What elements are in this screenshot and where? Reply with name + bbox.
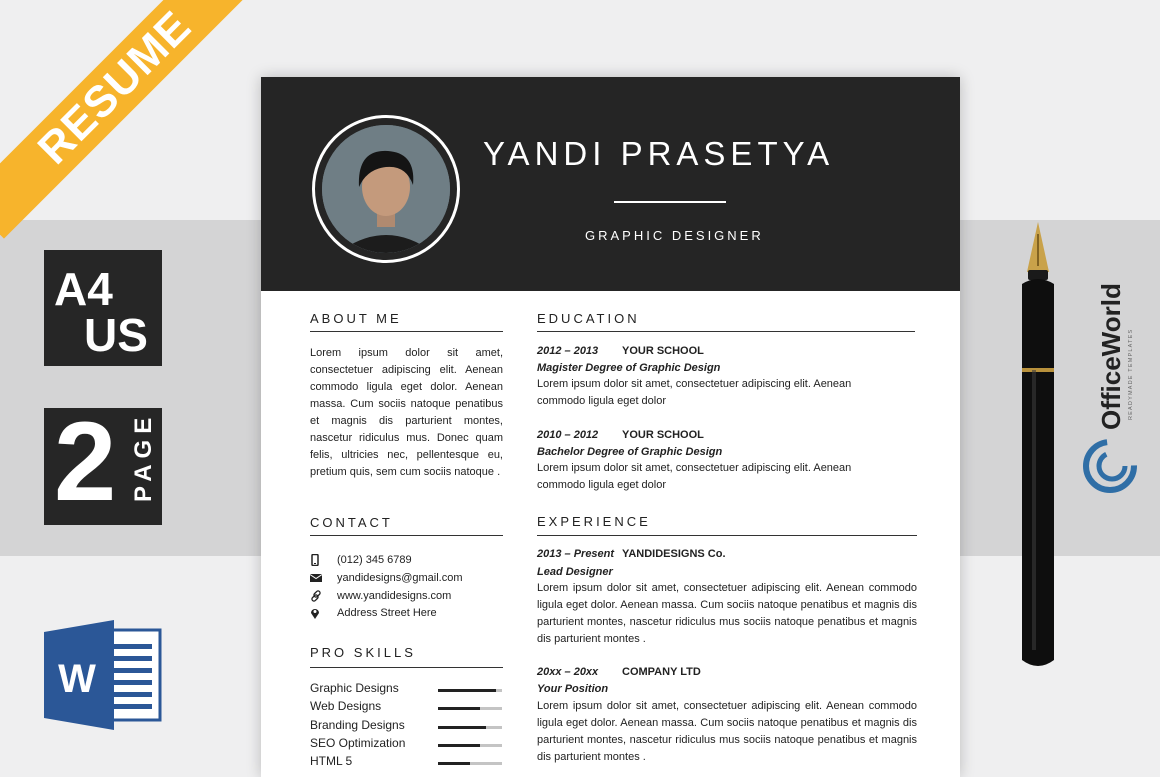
word-letter: W — [58, 657, 96, 701]
education-description: Lorem ipsum dolor sit amet, consectetuer adipiscing elit. Aenean commodo ligula eget dolor — [537, 462, 852, 491]
skill-bar — [438, 689, 502, 692]
page-count-badge — [44, 399, 162, 525]
skill-level-fill — [438, 726, 486, 729]
contact-website — [310, 589, 451, 603]
experience-title: EXPERIENCE — [537, 514, 651, 529]
skill-bar — [438, 707, 502, 710]
experience-date: 20xx – 20xx — [537, 666, 599, 678]
education-divider — [537, 331, 915, 332]
resume-name: YANDI PRASETYA — [483, 135, 835, 172]
skill-name: HTML 5 — [310, 754, 353, 768]
person-portrait-icon — [322, 125, 450, 253]
contact-email — [310, 571, 463, 585]
resume-role: GRAPHIC DESIGNER — [585, 228, 764, 243]
contact-website-text: www.yandidesigns.com — [337, 590, 452, 602]
resume-header — [261, 77, 960, 291]
brand-tagline: READYMADE TEMPLATES — [1128, 328, 1134, 420]
skills-divider — [310, 667, 503, 668]
contact-phone — [310, 553, 412, 567]
skill-bar — [438, 762, 502, 765]
skill-level-fill — [438, 762, 470, 765]
resume-page — [261, 77, 960, 777]
skill-level-fill — [438, 689, 496, 692]
skill-name: SEO Optimization — [310, 736, 406, 750]
skill-name: Web Designs — [310, 699, 382, 713]
officeworld-logo — [1080, 270, 1140, 500]
skill-name: Graphic Designs — [310, 681, 399, 695]
format-label-a4: A4 — [54, 263, 113, 315]
education-title: EDUCATION — [537, 311, 640, 326]
skill-bar — [438, 726, 502, 729]
experience-company: YANDIDESIGNS Co. — [622, 548, 726, 560]
phone-icon — [310, 553, 330, 567]
page-count-number: 2 — [54, 399, 117, 524]
education-degree: Magister Degree of Graphic Design — [537, 362, 721, 374]
education-date: 2012 – 2013 — [537, 345, 599, 357]
profile-photo — [312, 115, 460, 263]
location-pin-icon — [310, 606, 330, 620]
fountain-pen-icon — [1010, 220, 1066, 670]
education-description: Lorem ipsum dolor sit amet, consectetuer adipiscing elit. Aenean commodo ligula eget dolor — [537, 378, 852, 407]
resume-ribbon — [0, 0, 260, 240]
education-degree: Bachelor Degree of Graphic Design — [537, 446, 723, 458]
experience-company: COMPANY LTD — [622, 666, 701, 678]
experience-position: Your Position — [537, 683, 609, 695]
format-badge — [44, 250, 162, 366]
about-divider — [310, 331, 503, 332]
experience-description: Lorem ipsum dolor sit amet, consectetuer adipiscing elit. Aenean commodo ligula eget dolor. Aenean massa. Cum sociis natoque penatibus et magnis dis parturient montes, nascetur ridiculus mus sociis natoque penatibus et magnis dis parturient montes . — [537, 700, 917, 763]
name-divider — [614, 201, 726, 203]
skill-level-fill — [438, 707, 480, 710]
education-school: YOUR SCHOOL — [622, 429, 704, 441]
page-count-word: PAGE — [130, 411, 157, 502]
contact-email-text: yandidesigns@gmail.com — [337, 572, 463, 584]
skill-name: Branding Designs — [310, 718, 405, 732]
link-icon — [310, 589, 330, 603]
contact-address-text: Address Street Here — [337, 607, 437, 619]
contact-divider — [310, 535, 503, 536]
format-label-us: US — [84, 309, 148, 361]
contact-address — [310, 606, 437, 620]
contact-phone-text: (012) 345 6789 — [337, 554, 412, 566]
experience-position: Lead Designer — [537, 566, 613, 578]
ms-word-icon — [44, 620, 162, 730]
about-title: ABOUT ME — [310, 311, 402, 326]
about-text: Lorem ipsum dolor sit amet, consectetuer adipiscing elit. Aenean commodo ligula eget dolor. Aenean massa. Cum sociis natoque penatibus et magnis dis parturient montes, nascetur ridiculus mus. Donec quam felis, ultricies nec, pellentesque eu, pretium quis, sem cum sociis natoque . — [310, 347, 503, 478]
education-school: YOUR SCHOOL — [622, 345, 704, 357]
skill-level-fill — [438, 744, 480, 747]
education-date: 2010 – 2012 — [537, 429, 599, 441]
skills-title: PRO SKILLS — [310, 645, 416, 660]
mail-icon — [310, 571, 330, 585]
experience-description: Lorem ipsum dolor sit amet, consectetuer adipiscing elit. Aenean commodo ligula eget dolor. Aenean massa. Cum sociis natoque penatibus et magnis dis parturient montes, nascetur ridiculus mus sociis natoque penatibus et magnis dis parturient montes . — [537, 582, 917, 645]
skill-bar — [438, 744, 502, 747]
experience-divider — [537, 535, 917, 536]
ribbon-label: RESUME — [28, 1, 201, 174]
contact-title: CONTACT — [310, 515, 393, 530]
brand-name: OfficeWorld — [1096, 283, 1126, 430]
experience-date: 2013 – Present — [537, 548, 615, 560]
